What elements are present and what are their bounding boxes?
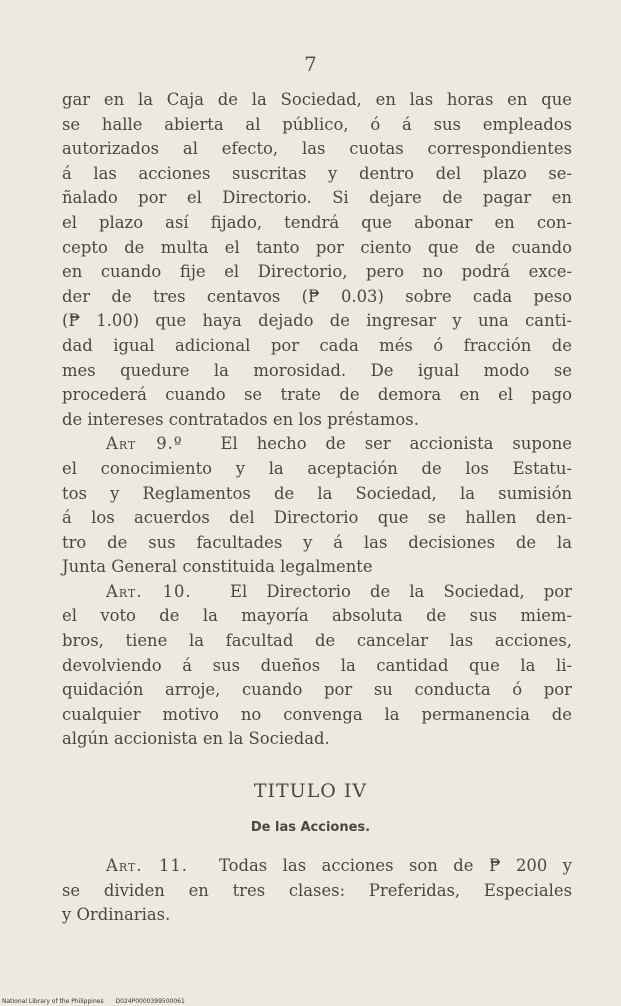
scan-footer [2, 998, 195, 1005]
text-line: tos y Reglamentos de la Sociedad, la sumisión [62, 483, 572, 503]
text-line: de intereses contratados en los préstamos. [62, 409, 419, 429]
text-line: y Ordinarias. [62, 905, 171, 925]
text-line: autorizados al efecto, las cuotas correspondientes [62, 139, 572, 159]
text-line: cepto de multa el tanto por ciento que de cuando [62, 237, 572, 257]
article-10 [62, 580, 572, 752]
text-line: ñalado por el Directorio. Si dejare de pagar en [62, 188, 572, 208]
text-line: mes quedure la morosidad. De igual modo se [62, 360, 572, 380]
text-line: Junta General constituida legalmente [62, 557, 373, 577]
text-line: der de tres centavos (₱ 0.03) sobre cada peso [62, 286, 572, 306]
text-line: tro de sus facultades y á las decisiones de la [62, 532, 572, 552]
paragraph-1 [62, 88, 572, 432]
body-text [62, 88, 572, 752]
text-line: á las acciones suscritas y dentro del plazo se- [62, 163, 572, 183]
title-heading: TITULO IV [253, 780, 368, 802]
footer-institution: National Library of the Philippines [2, 998, 104, 1005]
text-line: se dividen en tres clases: Preferidas, Especiales [62, 880, 572, 900]
text-line: á los acuerdos del Directorio que se hallen den- [62, 508, 572, 528]
text-line: bros, tiene la facultad de cancelar las acciones, [62, 631, 572, 651]
article-9 [62, 432, 572, 580]
text-line: Art 9.º El hecho de ser accionista supone [106, 434, 573, 454]
text-line: en cuando fije el Directorio, pero no podrá exce- [62, 262, 572, 282]
article-11 [62, 854, 572, 928]
text-line: el plazo así fijado, tendrá que abonar en con- [62, 212, 572, 232]
text-line: gar en la Caja de la Sociedad, en las horas en que [62, 90, 572, 109]
article-label: Art. 10. [106, 581, 192, 601]
page-number: 7 [304, 52, 317, 76]
text-line: procederá cuando se trate de demora en el pago [62, 385, 572, 405]
text-line: devolviendo á sus dueños la cantidad que la li- [62, 655, 572, 675]
text-line: Art. 11. Todas las acciones son de ₱ 200 y [106, 856, 573, 875]
article-label: Art 9.º [106, 434, 183, 454]
subtitle-heading: De las Acciones. [250, 820, 371, 835]
text-line: (₱ 1.00) que haya dejado de ingresar y una canti- [62, 311, 572, 331]
text-line: el conocimiento y la aceptación de los Estatu- [62, 458, 572, 478]
text-line: cualquier motivo no convenga la permanencia de [62, 704, 572, 724]
text-line: quidación arroje, cuando por su conducta ó por [62, 680, 572, 700]
article-label: Art. 11. [106, 856, 189, 875]
text-line: algún accionista en la Sociedad. [62, 729, 330, 749]
footer-identifier: D024P0000399500061 [115, 998, 185, 1005]
text-line: el voto de la mayoría absoluta de sus miem- [62, 606, 572, 626]
text-line: dad igual adicional por cada més ó fracción de [62, 335, 572, 355]
text-line: Art. 10. El Directorio de la Sociedad, por [106, 581, 573, 601]
text-line: se halle abierta al público, ó á sus empleados [62, 114, 572, 134]
